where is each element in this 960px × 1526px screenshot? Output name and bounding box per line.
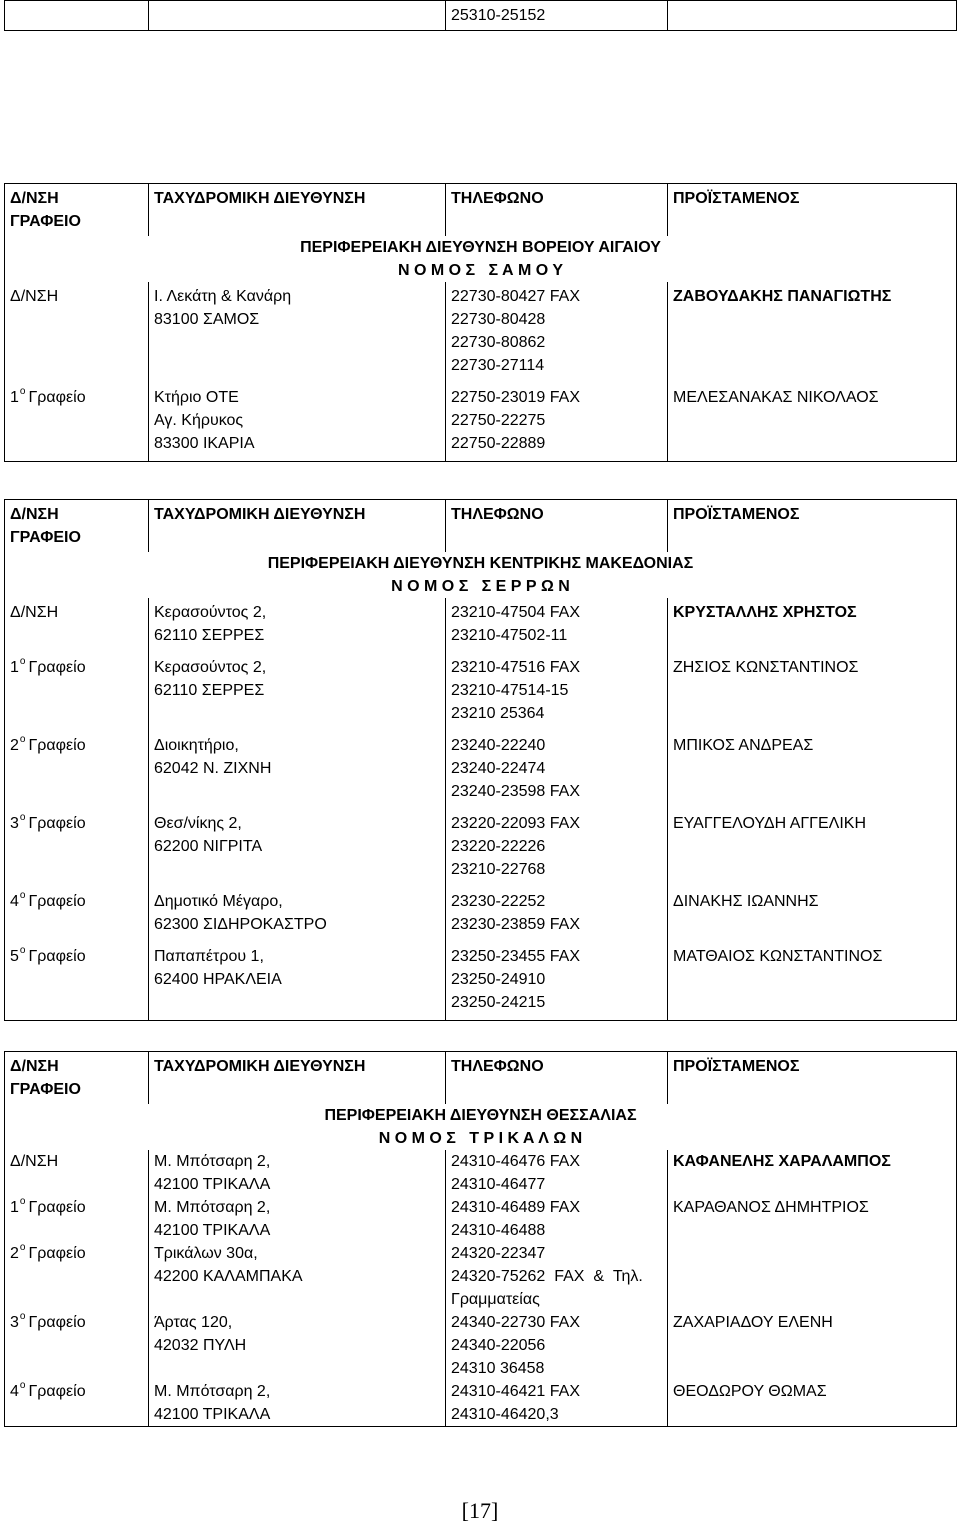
office-cell: 4ο Γραφείο xyxy=(5,1380,149,1427)
table-row xyxy=(5,942,957,1021)
phone-cell: 23210-47516 FAX 23210-47514-15 23210 25364 xyxy=(446,653,668,731)
office-cell: 2ο Γραφείο xyxy=(5,731,149,809)
head-cell: ΔΙΝΑΚΗΣ ΙΩΑΝΝΗΣ xyxy=(668,887,957,942)
serres-table xyxy=(4,499,957,1021)
nomos-title: Ν Ο Μ Ο Σ Σ Α Μ Ο Υ xyxy=(398,262,563,279)
top-phone: 25310-25152 xyxy=(446,1,668,31)
table-row xyxy=(5,383,957,462)
trikala-table xyxy=(4,1051,957,1427)
address-cell: Μ. Μπότσαρη 2, 42100 ΤΡΙΚΑΛΑ xyxy=(149,1150,446,1196)
phone-cell: 23240-22240 23240-22474 23240-23598 FAX xyxy=(446,731,668,809)
phone-cell: 23220-22093 FAX 23220-22226 23210-22768 xyxy=(446,809,668,887)
head-cell: ΖΑΒΟΥΔΑΚΗΣ ΠΑΝΑΓΙΩΤΗΣ xyxy=(668,282,957,383)
header-head: ΠΡΟΪΣΤΑΜΕΝΟΣ xyxy=(668,184,957,237)
table-row xyxy=(5,1196,957,1242)
head-cell: ΖΑΧΑΡΙΑΔΟΥ ΕΛΕΝΗ xyxy=(668,1311,957,1380)
phone-cell: 23230-22252 23230-23859 FAX xyxy=(446,887,668,942)
address-cell: Άρτας 120, 42032 ΠΥΛΗ xyxy=(149,1311,446,1380)
region-title: ΠΕΡΙΦΕΡΕΙΑΚΗ ΔΙΕΥΘΥΝΣΗ ΚΕΝΤΡΙΚΗΣ ΜΑΚΕΔΟΝΙΑΣ xyxy=(267,555,694,572)
table-row xyxy=(5,1242,957,1311)
serres-header-row: Δ/ΝΣΗ ΓΡΑΦΕΙΟ ΤΑΧΥΔΡΟΜΙΚΗ ΔΙΕΥΘΥΝΣΗ ΤΗΛΕΦΩΝΟ ΠΡΟΪΣΤΑΜΕΝΟΣ xyxy=(5,500,957,553)
table-row xyxy=(5,1311,957,1380)
address-cell: Κερασούντος 2, 62110 ΣΕΡΡΕΣ xyxy=(149,653,446,731)
head-cell: ΘΕΟΔΩΡΟΥ ΘΩΜΑΣ xyxy=(668,1380,957,1427)
header-office: Δ/ΝΣΗ xyxy=(10,190,59,207)
samos-region-row xyxy=(5,236,957,282)
page-number: [17] xyxy=(461,1498,499,1523)
table-row xyxy=(5,598,957,653)
phone-cell: 24310-46421 FAX 24310-46420,3 xyxy=(446,1380,668,1427)
office-cell: 1ο Γραφείο xyxy=(5,653,149,731)
head-cell: ΜΑΤΘΑΙΟΣ ΚΩΝΣΤΑΝΤΙΝΟΣ xyxy=(668,942,957,1021)
head-cell: ΚΡΥΣΤΑΛΛΗΣ ΧΡΗΣΤΟΣ xyxy=(668,598,957,653)
office-cell: Δ/ΝΣΗ xyxy=(5,598,149,653)
head-cell: ΚΑΡΑΘΑΝΟΣ ΔΗΜΗΤΡΙΟΣ xyxy=(668,1196,957,1242)
address-cell: Θεσ/νίκης 2, 62200 ΝΙΓΡΙΤΑ xyxy=(149,809,446,887)
phone-cell: 24310-46476 FAX 24310-46477 xyxy=(446,1150,668,1196)
samos-table xyxy=(4,183,957,462)
top-fragment-table xyxy=(4,0,957,31)
office-cell: 3ο Γραφείο xyxy=(5,809,149,887)
office-cell: Δ/ΝΣΗ xyxy=(5,282,149,383)
table-row xyxy=(5,653,957,731)
phone-cell: 24320-22347 24320-75262 FAX & Τηλ. Γραμματείας xyxy=(446,1242,668,1311)
address-cell: Μ. Μπότσαρη 2, 42100 ΤΡΙΚΑΛΑ xyxy=(149,1380,446,1427)
address-cell: Μ. Μπότσαρη 2, 42100 ΤΡΙΚΑΛΑ xyxy=(149,1196,446,1242)
address-cell: Τρικάλων 30α, 42200 ΚΑΛΑΜΠΑΚΑ xyxy=(149,1242,446,1311)
nomos-title: Ν Ο Μ Ο Σ Τ Ρ Ι Κ Α Λ Ω Ν xyxy=(378,1130,583,1147)
region-title: ΠΕΡΙΦΕΡΕΙΑΚΗ ΔΙΕΥΘΥΝΣΗ ΒΟΡΕΙΟΥ ΑΙΓΑΙΟΥ xyxy=(300,239,661,256)
address-cell: Κτήριο ΟΤΕ Αγ. Κήρυκος 83300 ΙΚΑΡΙΑ xyxy=(149,383,446,462)
address-cell: Διοικητήριο, 62042 Ν. ΖΙΧΝΗ xyxy=(149,731,446,809)
office-cell: 3ο Γραφείο xyxy=(5,1311,149,1380)
office-cell: 2ο Γραφείο xyxy=(5,1242,149,1311)
header-phone: ΤΗΛΕΦΩΝΟ xyxy=(446,184,668,237)
header-address: ΤΑΧΥΔΡΟΜΙΚΗ ΔΙΕΥΘΥΝΣΗ xyxy=(149,184,446,237)
table-row xyxy=(5,809,957,887)
table-row xyxy=(5,1380,957,1427)
head-cell: ΕΥΑΓΓΕΛΟΥΔΗ ΑΓΓΕΛΙΚΗ xyxy=(668,809,957,887)
phone-cell: 22750-23019 FAX 22750-22275 22750-22889 xyxy=(446,383,668,462)
office-cell: Δ/ΝΣΗ xyxy=(5,1150,149,1196)
phone-cell: 24310-46489 FAX 24310-46488 xyxy=(446,1196,668,1242)
address-cell: Παπαπέτρου 1, 62400 ΗΡΑΚΛΕΙΑ xyxy=(149,942,446,1021)
head-cell: ΜΠΙΚΟΣ ΑΝΔΡΕΑΣ xyxy=(668,731,957,809)
head-cell: ΖΗΣΙΟΣ ΚΩΝΣΤΑΝΤΙΝΟΣ xyxy=(668,653,957,731)
table-row xyxy=(5,731,957,809)
phone-cell: 23250-23455 FAX 23250-24910 23250-24215 xyxy=(446,942,668,1021)
head-cell: ΜΕΛΕΣΑΝΑΚΑΣ ΝΙΚΟΛΑΟΣ xyxy=(668,383,957,462)
head-cell xyxy=(668,1242,957,1311)
serres-region-row xyxy=(5,552,957,598)
office-cell: 1ο Γραφείο xyxy=(5,1196,149,1242)
office-cell: 4ο Γραφείο xyxy=(5,887,149,942)
trikala-region-row xyxy=(5,1104,957,1150)
phone-cell: 24340-22730 FAX 24340-22056 24310 36458 xyxy=(446,1311,668,1380)
region-title: ΠΕΡΙΦΕΡΕΙΑΚΗ ΔΙΕΥΘΥΝΣΗ ΘΕΣΣΑΛΙΑΣ xyxy=(324,1107,637,1124)
address-cell: Δημοτικό Μέγαρο, 62300 ΣΙΔΗΡΟΚΑΣΤΡΟ xyxy=(149,887,446,942)
address-cell: Ι. Λεκάτη & Κανάρη 83100 ΣΑΜΟΣ xyxy=(149,282,446,383)
office-cell: 5ο Γραφείο xyxy=(5,942,149,1021)
phone-cell: 23210-47504 FAX 23210-47502-11 xyxy=(446,598,668,653)
nomos-title: Ν Ο Μ Ο Σ Σ Ε Ρ Ρ Ω Ν xyxy=(391,578,570,595)
phone-cell: 22730-80427 FAX 22730-80428 22730-80862 22730-27114 xyxy=(446,282,668,383)
table-row xyxy=(5,887,957,942)
samos-header-row: Δ/ΝΣΗ ΓΡΑΦΕΙΟ ΤΑΧΥΔΡΟΜΙΚΗ ΔΙΕΥΘΥΝΣΗ ΤΗΛΕΦΩΝΟ ΠΡΟΪΣΤΑΜΕΝΟΣ xyxy=(5,184,957,237)
table-row xyxy=(5,282,957,383)
office-cell: 1ο Γραφείο xyxy=(5,383,149,462)
table-row xyxy=(5,1150,957,1196)
trikala-header-row: Δ/ΝΣΗ ΓΡΑΦΕΙΟ ΤΑΧΥΔΡΟΜΙΚΗ ΔΙΕΥΘΥΝΣΗ ΤΗΛΕΦΩΝΟ ΠΡΟΪΣΤΑΜΕΝΟΣ xyxy=(5,1052,957,1105)
address-cell: Κερασούντος 2, 62110 ΣΕΡΡΕΣ xyxy=(149,598,446,653)
head-cell: ΚΑΦΑΝΕΛΗΣ ΧΑΡΑΛΑΜΠΟΣ xyxy=(668,1150,957,1196)
